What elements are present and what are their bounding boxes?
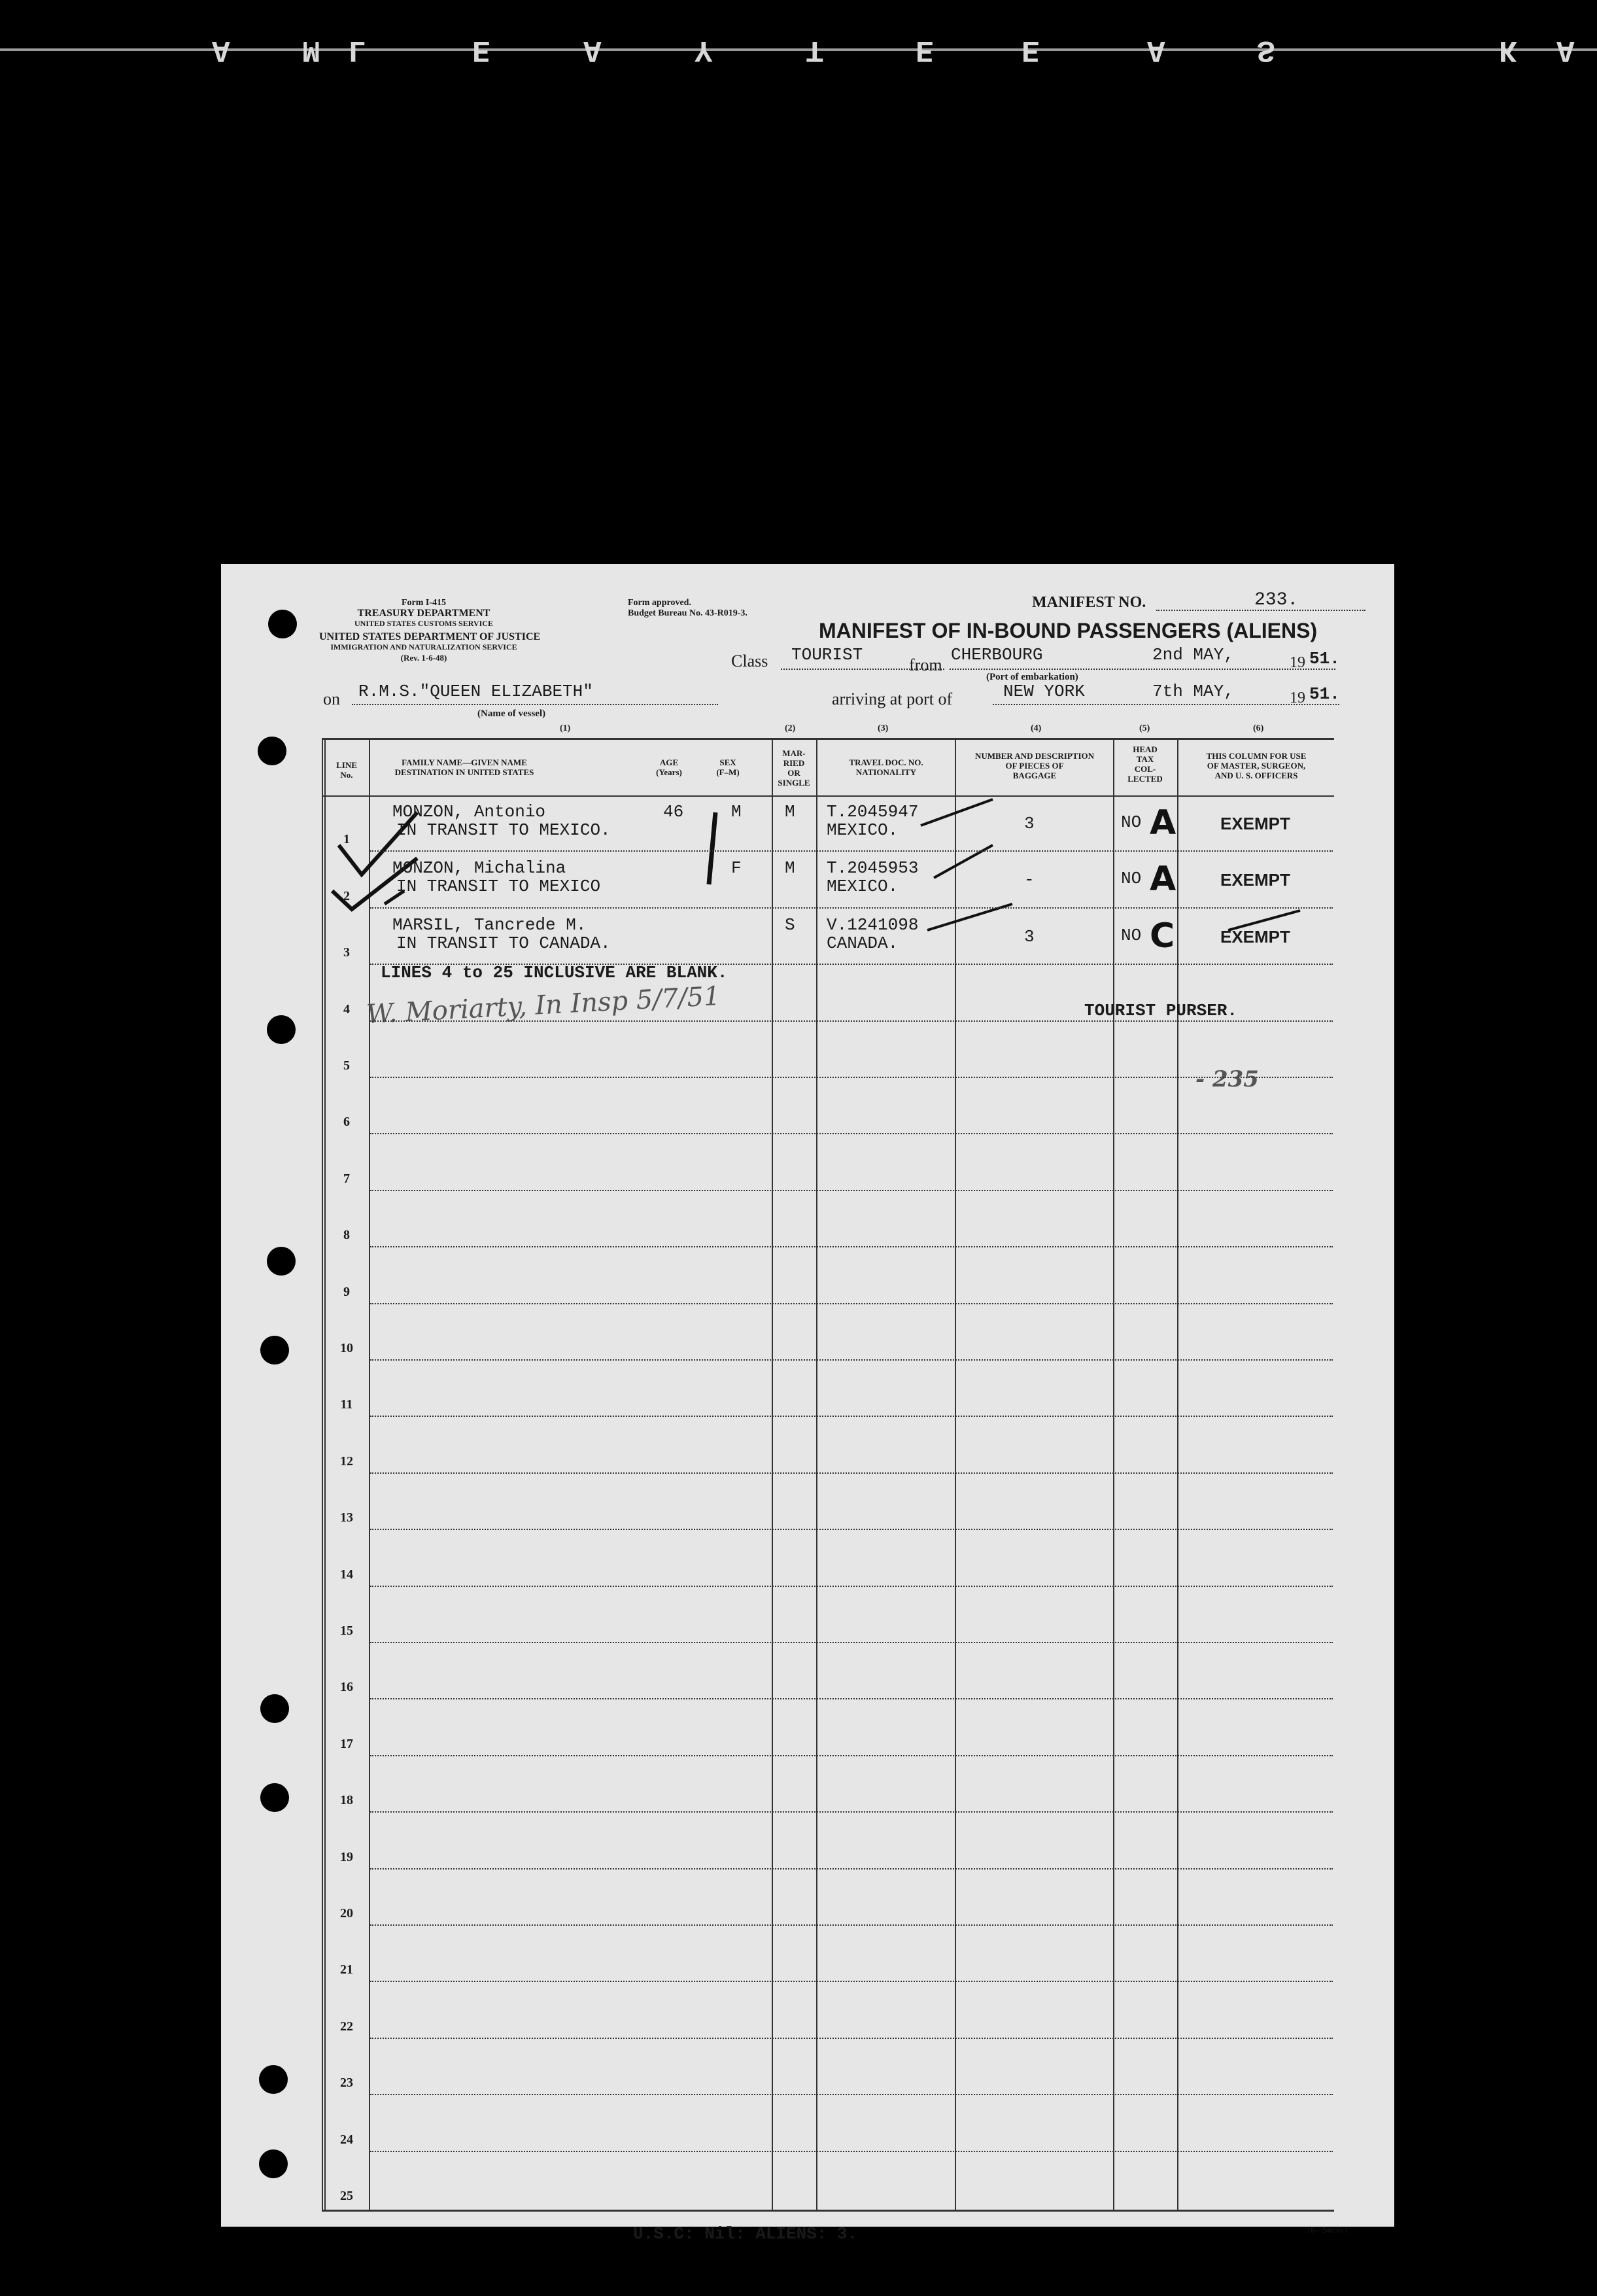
film-edge-letter: A <box>583 33 602 67</box>
embarkation-date: 2nd MAY, <box>1152 645 1234 665</box>
pencil-number: - 235 <box>1195 1066 1259 1092</box>
customs-service: UNITED STATES CUSTOMS SERVICE <box>354 619 493 628</box>
punch-hole <box>260 1336 289 1365</box>
row-line <box>370 1246 1333 1247</box>
manifest-page <box>221 564 1394 2244</box>
passenger-marital-status: M <box>785 802 795 822</box>
arrival-year-prefix: 19 <box>1290 689 1305 706</box>
status-code-letter: A <box>1150 860 1176 899</box>
punch-hole <box>259 2149 288 2178</box>
passenger-marital-status: S <box>785 914 795 935</box>
travel-document-number: T.2045947 <box>827 802 919 822</box>
tourist-purser: TOURIST PURSER. <box>1084 1001 1238 1020</box>
line-number: 1 <box>343 832 350 847</box>
vessel-name: R.M.S."QUEEN ELIZABETH" <box>358 682 593 701</box>
col-number-1: (1) <box>560 723 571 733</box>
passenger-marital-status: M <box>785 858 795 878</box>
line-number: 4 <box>343 1001 350 1017</box>
manifest-number-label: MANIFEST NO. <box>1032 594 1146 611</box>
officer-remark: EXEMPT <box>1220 926 1290 947</box>
line-number: 18 <box>340 1793 353 1808</box>
punch-hole <box>259 2065 288 2094</box>
line-number: 12 <box>340 1453 353 1469</box>
col-number-3: (3) <box>878 723 889 733</box>
budget-bureau: Budget Bureau No. 43-R019-3. <box>628 608 747 618</box>
head-tax-status: NO <box>1121 925 1142 945</box>
row-line <box>370 907 1333 909</box>
row-line <box>370 2151 1333 2152</box>
header-travel-doc: TRAVEL DOC. NO. NATIONALITY <box>849 757 923 777</box>
col-number-4: (4) <box>1031 723 1042 733</box>
row-line <box>370 1077 1333 1078</box>
header-sex: SEX (F–M) <box>716 757 740 777</box>
class-label: Class <box>731 652 768 670</box>
punch-hole <box>268 610 297 638</box>
blank-lines-note: LINES 4 to 25 INCLUSIVE ARE BLANK. <box>381 963 728 983</box>
class-value: TOURIST <box>791 645 863 665</box>
passenger-destination: IN TRANSIT TO CANADA. <box>396 933 611 953</box>
on-label: on <box>323 689 340 708</box>
passenger-name: MARSIL, Tancrede M. <box>392 914 587 935</box>
head-tax-status: NO <box>1121 812 1142 832</box>
row-line <box>370 1133 1333 1134</box>
row-line <box>370 1529 1333 1530</box>
print-code: 16—54650-1 <box>1307 2225 1348 2235</box>
row-line <box>370 1303 1333 1304</box>
film-edge-letter: M <box>302 33 320 67</box>
passenger-nationality: MEXICO. <box>827 877 899 897</box>
line-number: 7 <box>343 1171 350 1186</box>
vessel-caption: (Name of vessel) <box>477 708 546 719</box>
line-number: 25 <box>340 2189 353 2203</box>
header-name-destination: FAMILY NAME—GIVEN NAME DESTINATION IN UNITED STATES <box>394 757 534 777</box>
row-line <box>370 1472 1333 1474</box>
arrival-year: 51. <box>1309 684 1340 704</box>
footer-summary: U.S.C: Nil: ALIENS: 3. <box>633 2224 858 2244</box>
punch-hole <box>267 1247 296 1276</box>
passenger-destination: IN TRANSIT TO MEXICO <box>396 877 601 897</box>
line-number: 23 <box>340 2076 353 2091</box>
line-number: 11 <box>340 1397 353 1412</box>
header-line-no: LINE No. <box>336 760 357 780</box>
film-edge-letter: E <box>472 33 490 67</box>
line-number: 20 <box>340 1906 353 1921</box>
film-edge-letter: E <box>1022 33 1040 67</box>
passenger-sex: F <box>731 858 742 878</box>
row-line <box>370 2038 1333 2039</box>
passenger-age: 46 <box>663 802 684 822</box>
arrival-date: 7th MAY, <box>1152 682 1234 701</box>
line-number: 24 <box>340 2132 353 2147</box>
line-number: 5 <box>343 1058 350 1073</box>
film-edge-letter: E <box>916 33 934 67</box>
baggage-count: 3 <box>1024 926 1035 947</box>
line-number: 2 <box>343 888 350 903</box>
row-line <box>370 1698 1333 1699</box>
form-revision: (Rev. 1-6-48) <box>400 653 447 663</box>
film-edge-letter: A <box>212 33 230 67</box>
row-line <box>370 1359 1333 1361</box>
form-approved: Form approved. <box>628 598 691 608</box>
header-age: AGE (Years) <box>656 757 682 777</box>
film-edge-markings <box>0 26 1597 78</box>
row-line <box>370 1868 1333 1870</box>
row-line <box>370 1642 1333 1643</box>
col-number-2: (2) <box>785 723 796 733</box>
arriving-label: arriving at port of <box>832 689 953 708</box>
row-line <box>370 1190 1333 1191</box>
row-line <box>370 1924 1333 1926</box>
line-number: 13 <box>340 1510 353 1525</box>
embarkation-port: CHERBOURG <box>951 645 1043 665</box>
passenger-nationality: CANADA. <box>827 933 899 953</box>
officer-remark: EXEMPT <box>1220 870 1290 890</box>
line-number: 14 <box>340 1567 353 1582</box>
port-of-embarkation-caption: (Port of embarkation) <box>986 672 1078 682</box>
film-edge-letter: S <box>1257 33 1275 67</box>
ins-service: IMMIGRATION AND NATURALIZATION SERVICE <box>330 642 517 652</box>
passenger-name: MONZON, Antonio <box>392 802 546 822</box>
officer-signature: W. Moriarty, In Insp 5/7/51 <box>366 981 721 1030</box>
year-prefix: 19 <box>1290 654 1305 671</box>
passenger-nationality: MEXICO. <box>827 820 899 840</box>
row-line <box>370 1416 1333 1417</box>
line-number: 6 <box>343 1115 350 1130</box>
line-number: 17 <box>340 1736 353 1751</box>
row-line <box>370 2094 1333 2095</box>
punch-hole <box>267 1015 296 1044</box>
row-line <box>370 964 1333 965</box>
officer-remark: EXEMPT <box>1220 814 1290 833</box>
line-number: 19 <box>340 1849 353 1864</box>
film-edge-letter: Y <box>695 33 713 67</box>
row-line <box>370 850 1333 852</box>
embarkation-year: 51. <box>1309 649 1340 669</box>
row-line <box>370 1020 1333 1022</box>
header-baggage: NUMBER AND DESCRIPTION OF PIECES OF BAGGAGE <box>974 751 1095 780</box>
header-married-single: MAR- RIED OR SINGLE <box>778 748 810 788</box>
treasury-department: TREASURY DEPARTMENT <box>357 608 490 619</box>
department-of-justice: UNITED STATES DEPARTMENT OF JUSTICE <box>319 631 541 642</box>
line-number: 21 <box>340 1962 353 1977</box>
line-number: 3 <box>343 945 350 960</box>
film-edge-letter: K <box>1499 33 1517 67</box>
row-line <box>370 1981 1333 1982</box>
film-edge-letter: A <box>1147 33 1165 67</box>
row-line <box>370 1586 1333 1587</box>
head-tax-status: NO <box>1121 869 1142 889</box>
punch-hole <box>260 1694 289 1723</box>
col-number-5: (5) <box>1139 723 1150 733</box>
row-line <box>370 1811 1333 1813</box>
line-number: 15 <box>340 1624 353 1638</box>
passenger-name: MONZON, Michalina <box>392 858 566 878</box>
doc-check-marks <box>914 786 1045 950</box>
travel-document-number: T.2045953 <box>827 858 919 878</box>
film-edge-letter: L <box>348 33 366 67</box>
header-head-tax: HEAD TAX COL- LECTED <box>1127 744 1163 784</box>
film-edge-letter: T <box>806 33 824 67</box>
from-label: from <box>909 655 942 674</box>
line-number: 9 <box>343 1284 350 1299</box>
header-officers-column: THIS COLUMN FOR USE OF MASTER, SURGEON, AND U. S. OFFICERS <box>1206 751 1307 780</box>
form-number: Form I-415 <box>401 598 447 608</box>
document-title: MANIFEST OF IN-BOUND PASSENGERS (ALIENS) <box>819 619 1318 642</box>
line-number: 22 <box>340 2019 353 2034</box>
status-code-letter: A <box>1150 803 1176 843</box>
baggage-count: - <box>1024 870 1035 890</box>
travel-document-number: V.1241098 <box>827 914 919 935</box>
punch-hole <box>260 1783 289 1812</box>
status-code-letter: C <box>1150 916 1175 956</box>
arrival-port: NEW YORK <box>1003 682 1085 701</box>
manifest-number: 233. <box>1254 590 1299 610</box>
line-number: 8 <box>343 1228 350 1243</box>
line-number: 10 <box>340 1341 353 1355</box>
passenger-sex: M <box>731 802 742 822</box>
punch-hole <box>258 737 286 765</box>
line-number: 16 <box>340 1680 353 1695</box>
film-edge-letter: A <box>1556 33 1575 67</box>
baggage-count: 3 <box>1024 814 1035 833</box>
col-number-6: (6) <box>1253 723 1264 733</box>
passenger-destination: IN TRANSIT TO MEXICO. <box>396 820 611 840</box>
row-line <box>370 1755 1333 1756</box>
